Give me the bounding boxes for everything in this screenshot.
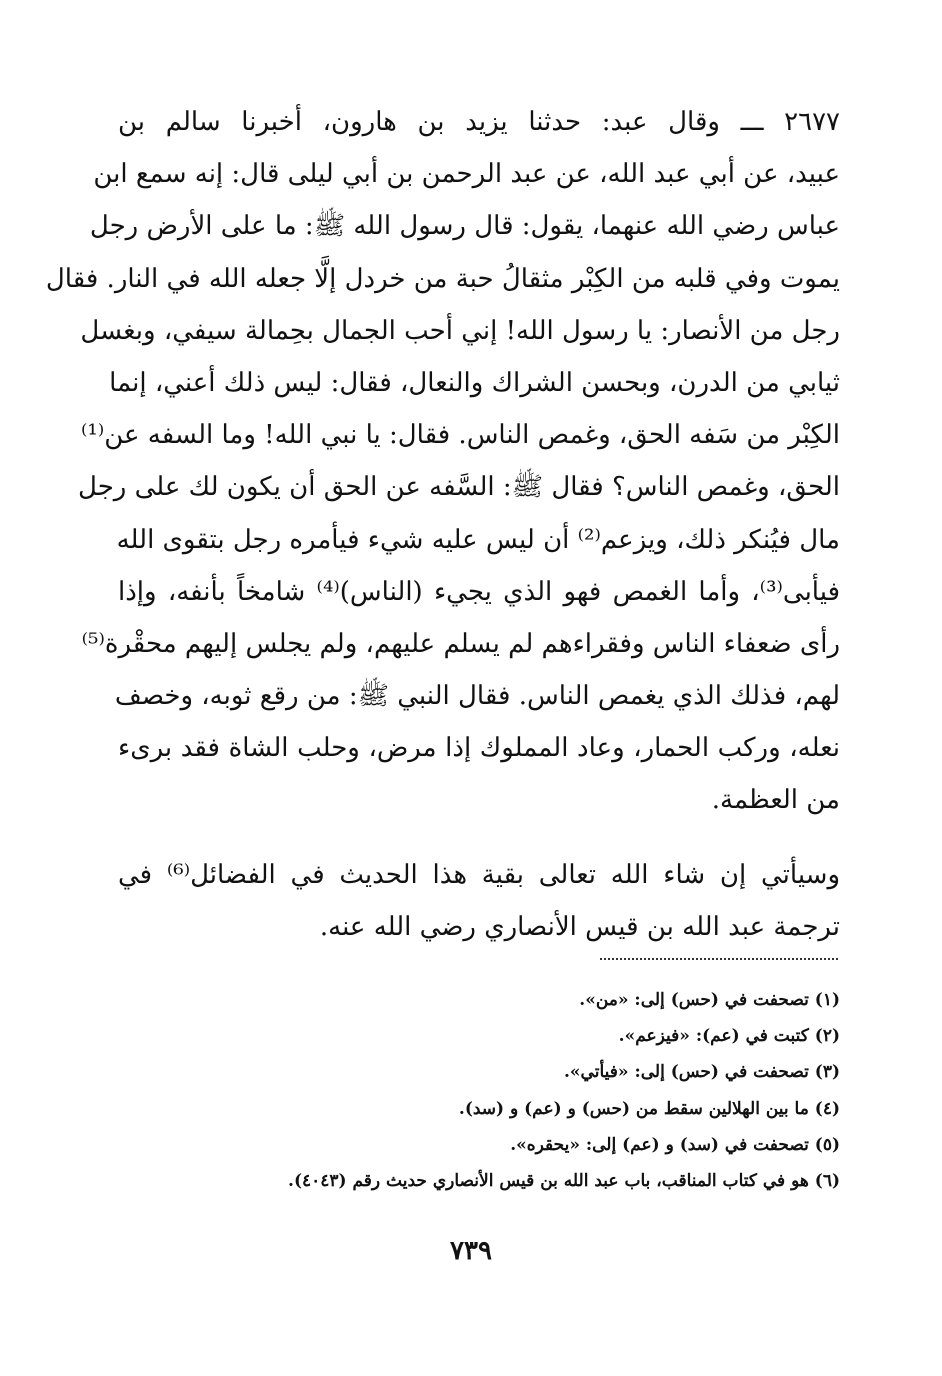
text-line: رأى ضعفاء الناس وفقراءهم لم يسلم عليهم، ولم يجلس إليهم محقْرة⁽⁵⁾ xyxy=(81,628,840,659)
text-line: مال فيُنكر ذلك، ويزعم⁽²⁾ أن ليس عليه شيء فيأمره رجل بتقوى الله xyxy=(116,524,840,555)
footnote: (١) تصحفت في (حس) إلى: «من». xyxy=(579,990,840,1010)
note-paragraph xyxy=(118,849,840,953)
page-number: ٧٣٩ xyxy=(450,1236,492,1266)
text-line: يموت وفي قلبه من الكِبْر مثقالُ حبة من خردل إلَّا جعله الله في النار. فقال xyxy=(45,263,840,294)
text-line: وسيأتي إن شاء الله تعالى بقية هذا الحديث في الفضائل⁽⁶⁾ في xyxy=(118,859,841,890)
text-line: ترجمة عبد الله بن قيس الأنصاري رضي الله عنه. xyxy=(319,911,840,942)
footnote: (٣) تصحفت في (حس) إلى: «فيأتي». xyxy=(564,1062,840,1083)
text-line: من العظمة. xyxy=(711,785,840,816)
footnote: (٢) كتبت في (عم): «فيزعم». xyxy=(618,1026,840,1047)
text-line: ثيابي من الدرن، وبحسن الشراك والنعال، فقال: ليس ذلك أعني، إنما xyxy=(109,367,840,398)
text-line: عبيد، عن أبي عبد الله، عن عبد الرحمن بن أبي ليلى قال: إنه سمع ابن xyxy=(93,159,840,190)
footnote: (٤) ما بين الهلالين سقط من (حس) و (عم) و (سد). xyxy=(458,1098,840,1119)
text-line: الكِبْر من سَفه الحق، وغمص الناس. فقال: يا نبي الله! وما السفه عن⁽¹⁾ xyxy=(81,420,840,451)
main-text xyxy=(45,96,841,953)
text-line: لهم، فذلك الذي يغمص الناس. فقال النبي ﷺ: من رقع ثوبه، وخصف xyxy=(114,681,840,712)
text-line: الحق، وغمص الناس؟ فقال ﷺ: السَّفه عن الحق أن يكون لك على رجل xyxy=(78,472,840,503)
text-line: فيأبى⁽³⁾، وأما الغمص فهو الذي يجيء (الناس)⁽⁴⁾ شامخاً بأنفه، وإذا xyxy=(118,576,841,607)
text-line: عباس رضي الله عنهما، يقول: قال رسول الله ﷺ: ما على الأرض رجل xyxy=(89,211,840,242)
text-line: رجل من الأنصار: يا رسول الله! إني أحب الجمال بحِمالة سيفي، وبغسل xyxy=(80,315,840,346)
text-line: ٢٦٧٧ ـــ وقال عبد: حدثنا يزيد بن هارون، أخبرنا سالم بن xyxy=(118,107,840,137)
footnote-separator xyxy=(600,958,838,960)
text-line: نعله، وركب الحمار، وعاد المملوك إذا مرض، وحلب الشاة فقد برىء xyxy=(118,733,840,764)
hadith-paragraph xyxy=(45,96,841,827)
footnote: (٥) تصحفت في (سد) و (عم) إلى: «يحقره». xyxy=(510,1134,840,1155)
footnotes xyxy=(118,982,840,1199)
footnote: (٦) هو في كتاب المناقب، باب عبد الله بن قيس الأنصاري حديث رقم (٤٠٤٣). xyxy=(288,1170,840,1191)
